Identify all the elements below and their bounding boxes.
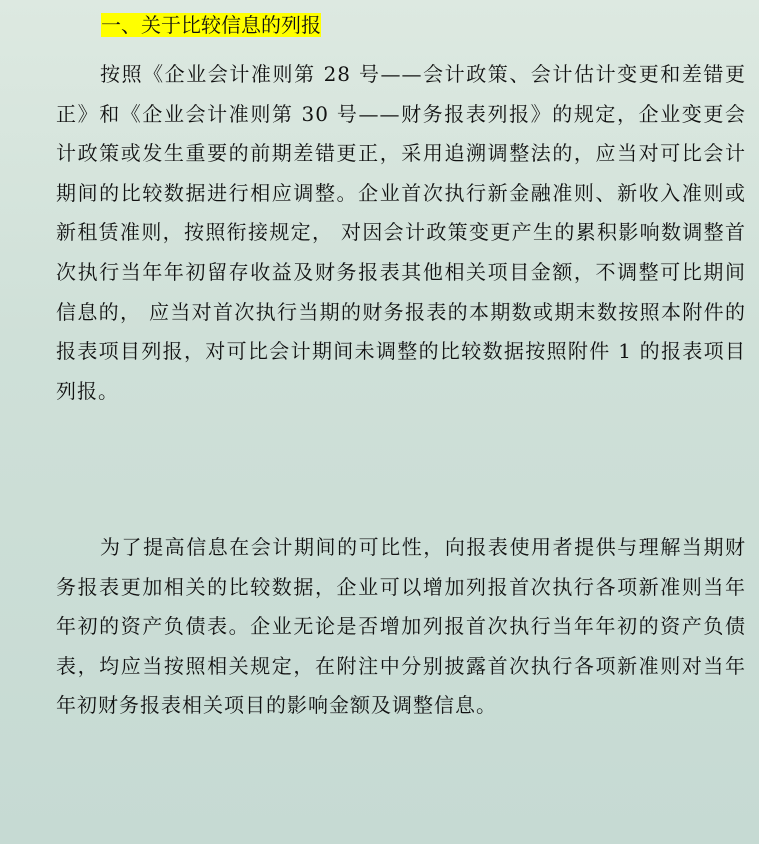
paragraph-additional-balance-sheet: 为了提高信息在会计期间的可比性，向报表使用者提供与理解当期财务报表更加相关的比较数据，企业可以增加列报首次执行各项新准则当年年初的资产负债表。企业无论是否增加列报首次执行当年年初的资产负债表，均应当按照相关规定，在附注中分别披露首次执行各项新准则对当年年初财务报表相关项目的影响金额及调整信息。 (56, 535, 746, 718)
paragraph-comparative-info-rules: 按照《企业会计准则第 28 号——会计政策、会计估计变更和差错更正》和《企业会计准则第 30 号——财务报表列报》的规定，企业变更会计政策或发生重要的前期差错更正，采用追溯调整法的，应当对可比会计期间的比较数据进行相应调整。企业首次执行新金融准则、新收入准则或新租赁准则，按照衔接规定， 对因会计政策变更产生的累积影响数调整首次执行当年年初留存收益及财务报表其他相关项目金额，不调整可比期间信息的， 应当对首次执行当期的财务报表的本期数或期末数按照本附件的报表项目列报，对可比会计期间未调整的比较数据按照附件 1 的报表项目列报。 (56, 62, 746, 403)
section-heading (101, 11, 321, 39)
highlighted-heading-text: 一、关于比较信息的列报 (101, 13, 321, 37)
